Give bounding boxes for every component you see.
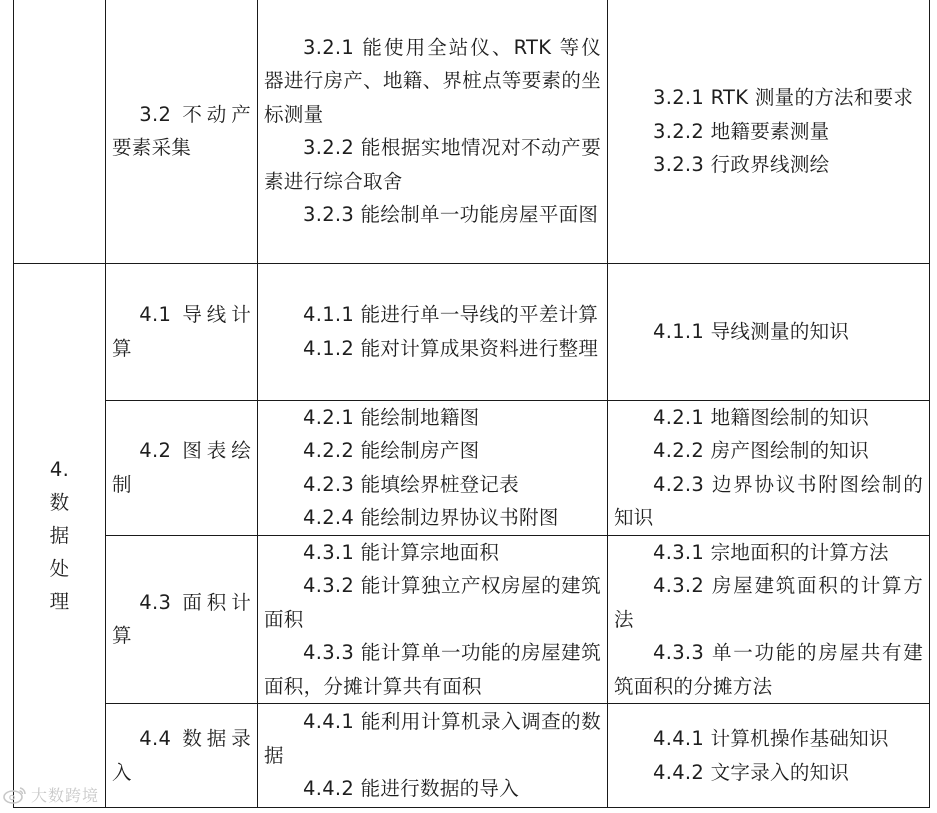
- skill-item: 4.1.1 能进行单一导线的平差计算: [303, 303, 599, 326]
- skill-item: 4.3.2 能计算独立产权房屋的建筑面积: [264, 574, 601, 631]
- knowledge-item: 4.3.2 房屋建筑面积的计算方法: [614, 574, 923, 631]
- knowledge-cell: [608, 704, 930, 808]
- skill-item: 4.2.2 能绘制房产图: [303, 439, 480, 462]
- knowledge-item: 4.3.3 单一功能的房屋共有建筑面积的分摊方法: [614, 641, 923, 698]
- knowledge-cell: [608, 0, 930, 263]
- module-cell: 4.数据处理: [14, 263, 106, 808]
- table-row: [14, 704, 930, 808]
- unit-cell: 4.2 图表绘制: [106, 400, 258, 535]
- knowledge-cell: [608, 263, 930, 400]
- skill-item: 4.4.2 能进行数据的导入: [303, 777, 520, 801]
- knowledge-item: 4.3.1 宗地面积的计算方法: [653, 540, 889, 564]
- module-cell: [14, 0, 106, 263]
- skill-item: 4.2.4 能绘制边界协议书附图: [303, 506, 559, 529]
- knowledge-item: 4.2.2 房产图绘制的知识: [653, 439, 870, 462]
- skill-item: 4.3.3 能计算单一功能的房屋建筑面积，分摊计算共有面积: [264, 641, 601, 698]
- knowledge-item: 4.4.1 计算机操作基础知识: [653, 727, 889, 750]
- watermark-text: 大数跨境: [31, 786, 100, 805]
- unit-cell: 4.3 面积计算: [106, 535, 258, 704]
- table-row: [14, 263, 930, 400]
- skill-item: 3.2.1 能使用全站仪、RTK 等仪器进行房产、地籍、界桩点等要素的坐标测量: [264, 35, 601, 126]
- weibo-logo-icon: [3, 786, 27, 804]
- skill-item: 4.4.1 能利用计算机录入调查的数据: [264, 710, 601, 767]
- unit-cell: 3.2 不动产要素采集: [106, 0, 258, 263]
- knowledge-item: 4.2.3 边界协议书附图绘制的知识: [614, 472, 923, 529]
- knowledge-cell: [608, 400, 930, 535]
- knowledge-item: 4.4.2 文字录入的知识: [653, 760, 850, 784]
- watermark: [3, 783, 99, 806]
- knowledge-item: 4.1.1 导线测量的知识: [653, 319, 850, 343]
- skill-item: 4.3.1 能计算宗地面积: [303, 540, 500, 564]
- knowledge-cell: [608, 535, 930, 704]
- competency-table: [13, 0, 930, 808]
- table-row: [14, 535, 930, 704]
- skills-cell: [258, 535, 608, 704]
- skill-item: 4.2.1 能绘制地籍图: [303, 405, 480, 429]
- skills-cell: [258, 263, 608, 400]
- unit-cell: 4.1 导线计算: [106, 263, 258, 400]
- unit-cell: 4.4 数据录入: [106, 704, 258, 808]
- table-row: [14, 400, 930, 535]
- knowledge-item: 3.2.3 行政界线测绘: [653, 153, 830, 176]
- knowledge-item: 3.2.2 地籍要素测量: [653, 119, 830, 143]
- skill-item: 3.2.3 能绘制单一功能房屋平面图: [303, 203, 599, 227]
- skills-cell: [258, 0, 608, 263]
- skills-cell: [258, 400, 608, 535]
- table-row: [14, 0, 930, 263]
- knowledge-item: 3.2.1 RTK 测量的方法和要求: [653, 86, 914, 109]
- skill-item: 3.2.2 能根据实地情况对不动产要素进行综合取舍: [264, 136, 601, 193]
- skill-item: 4.2.3 能填绘界桩登记表: [303, 472, 520, 496]
- knowledge-item: 4.2.1 地籍图绘制的知识: [653, 405, 870, 429]
- skill-item: 4.1.2 能对计算成果资料进行整理: [303, 336, 599, 360]
- skills-cell: [258, 704, 608, 808]
